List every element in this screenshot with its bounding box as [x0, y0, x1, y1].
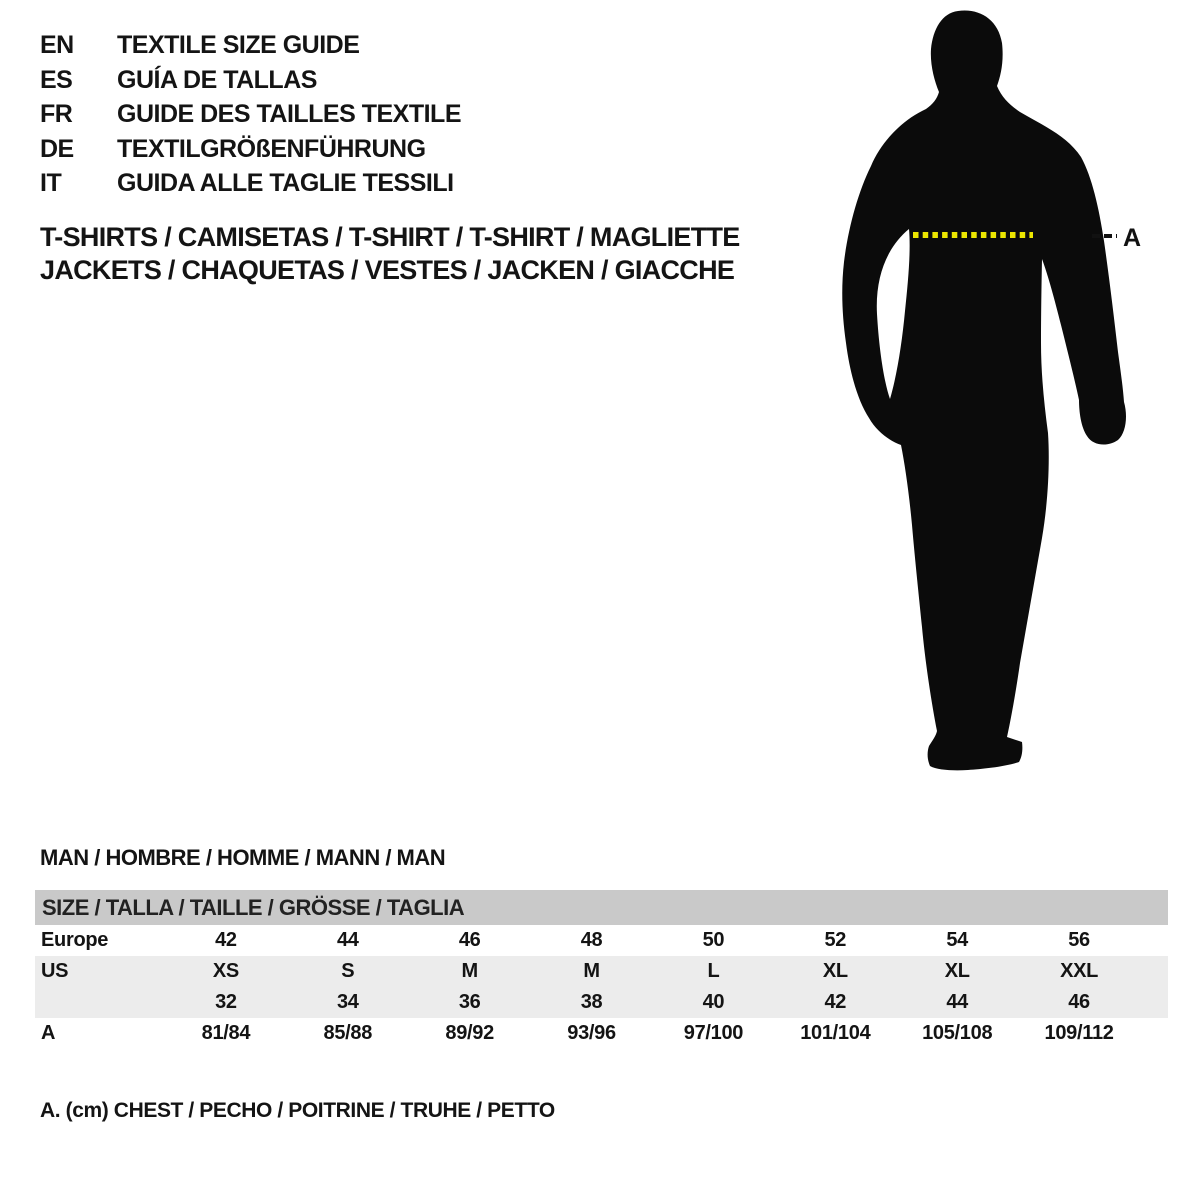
- size-value: 32: [215, 991, 237, 1013]
- language-list: [40, 28, 461, 201]
- size-value: 42: [824, 991, 847, 1013]
- language-title: GUIDE DES TAILLES TEXTILE: [117, 100, 462, 128]
- size-value: 101/104: [800, 1022, 871, 1044]
- size-value: 93/96: [567, 1022, 616, 1044]
- size-value: 34: [336, 991, 359, 1013]
- row-label: [35, 987, 165, 1018]
- product-line-tshirts: T-SHIRTS / CAMISETAS / T-SHIRT / T-SHIRT / MAGLIETTE: [40, 222, 740, 252]
- size-table-header: SIZE / TALLA / TAILLE / GRÖSSE / TAGLIA: [35, 890, 1168, 925]
- size-value: 52: [824, 929, 847, 951]
- size-value: 97/100: [683, 1022, 744, 1044]
- size-value: 85/88: [323, 1022, 373, 1044]
- size-value: 38: [580, 991, 603, 1013]
- language-row: [40, 97, 461, 132]
- language-code: EN: [40, 31, 74, 59]
- language-title: GUÍA DE TALLAS: [117, 65, 317, 94]
- figure-area: [830, 5, 1150, 795]
- size-value: 44: [336, 929, 359, 951]
- size-value: L: [707, 960, 720, 982]
- section-title-man: MAN / HOMBRE / HOMME / MANN / MAN: [40, 845, 446, 870]
- size-value: 48: [580, 929, 603, 951]
- table-row-us: [35, 956, 1168, 987]
- size-value: M: [583, 960, 600, 982]
- language-code: IT: [40, 169, 62, 197]
- language-title: TEXTILGRÖßENFÜHRUNG: [117, 134, 426, 163]
- size-value: 54: [946, 929, 969, 951]
- size-value: S: [341, 960, 355, 982]
- size-value: 40: [702, 991, 725, 1013]
- size-value: 46: [458, 929, 481, 951]
- man-silhouette-svg: [830, 5, 1150, 795]
- size-value: 89/92: [445, 1022, 494, 1044]
- size-value: M: [461, 960, 478, 982]
- size-value: 56: [1068, 929, 1090, 951]
- product-category-lines: [40, 221, 740, 286]
- language-code: DE: [40, 134, 74, 163]
- row-label: Europe: [41, 929, 109, 951]
- size-value: XS: [212, 960, 239, 982]
- size-value: 81/84: [201, 1022, 251, 1044]
- size-value: XL: [822, 960, 848, 982]
- man-silhouette: [842, 11, 1126, 771]
- size-value: 42: [215, 929, 237, 951]
- size-value: 50: [702, 929, 725, 951]
- table-row-chest-a: [35, 1018, 1168, 1049]
- measure-legend: A. (cm) CHEST / PECHO / POITRINE / TRUHE / PETTO: [40, 1099, 555, 1122]
- language-title: TEXTILE SIZE GUIDE: [117, 31, 360, 59]
- row-label: A: [41, 1022, 56, 1044]
- size-value: 109/112: [1044, 1022, 1114, 1044]
- language-row: [40, 63, 461, 98]
- size-table: [35, 890, 1168, 1049]
- table-row-uk: [35, 987, 1168, 1018]
- size-value: XXL: [1060, 960, 1099, 982]
- language-title: GUIDA ALLE TAGLIE TESSILI: [117, 169, 454, 197]
- language-code: ES: [40, 65, 73, 94]
- size-value: 105/108: [922, 1022, 993, 1044]
- measure-label-a: A: [1123, 224, 1142, 252]
- size-value: XL: [944, 960, 970, 982]
- row-label: US: [41, 960, 69, 982]
- language-row: [40, 132, 461, 167]
- size-value: 46: [1068, 991, 1090, 1013]
- product-line-jackets: JACKETS / CHAQUETAS / VESTES / JACKEN / GIACCHE: [40, 254, 735, 285]
- size-value: 44: [946, 991, 969, 1013]
- language-row: [40, 166, 461, 201]
- language-code: FR: [40, 100, 73, 128]
- size-value: 36: [458, 991, 481, 1013]
- language-row: [40, 28, 461, 63]
- table-row-europe: [35, 925, 1168, 956]
